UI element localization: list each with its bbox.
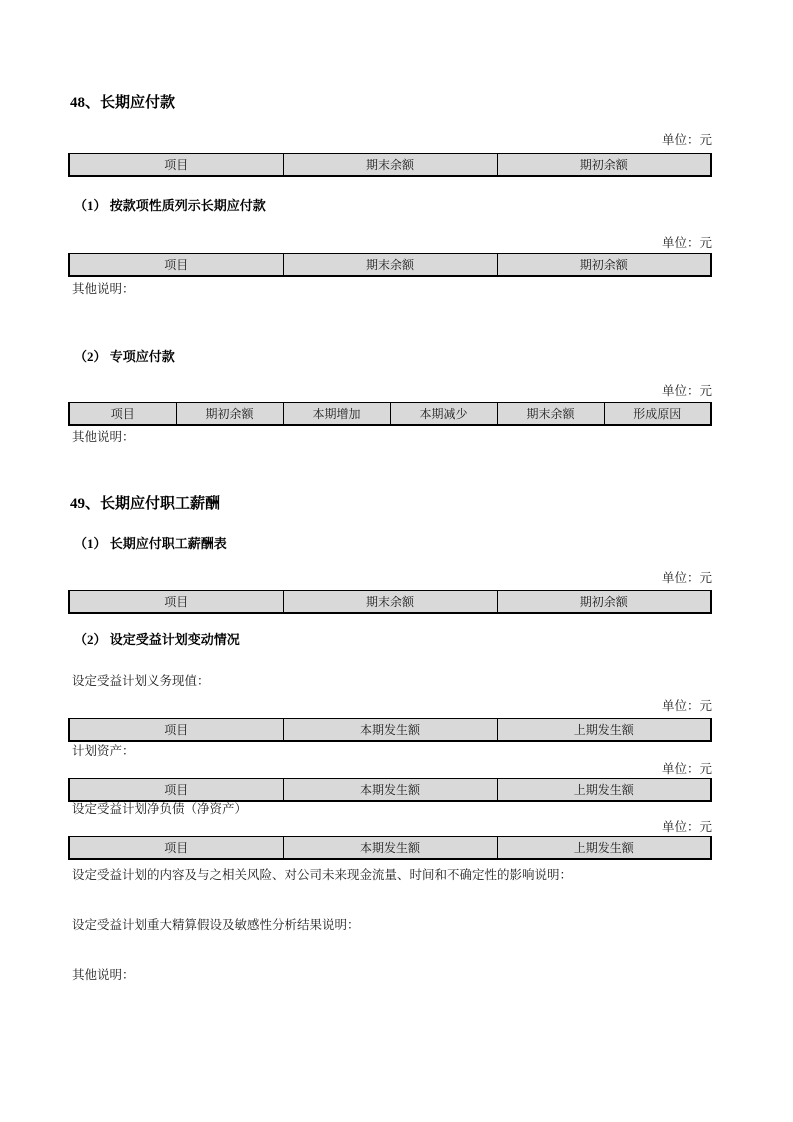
actuarial-assumption-note-label: 设定受益计划重大精算假设及敏感性分析结果说明： <box>72 918 360 932</box>
col-header-ending-balance: 期末余额 <box>283 591 497 614</box>
col-header-ending-balance: 期末余额 <box>497 403 604 426</box>
col-header-item: 项目 <box>69 719 283 742</box>
table-49-salary-payables <box>68 590 712 614</box>
table-49-net-liability <box>68 836 712 860</box>
table-header-row <box>69 154 711 177</box>
net-liability-label: 设定受益计划净负债（净资产） <box>72 802 248 816</box>
table-header-row <box>69 837 711 860</box>
section-48-title: 48、长期应付款 <box>70 95 176 111</box>
section-48-sub1-title: （1） 按款项性质列示长期应付款 <box>74 198 266 213</box>
unit-label: 单位：元 <box>661 133 712 147</box>
table-header-row <box>69 254 711 277</box>
col-header-beginning-balance: 期初余额 <box>497 254 711 277</box>
col-header-beginning-balance: 期初余额 <box>497 591 711 614</box>
unit-label: 单位：元 <box>661 236 712 250</box>
col-header-item: 项目 <box>69 254 283 277</box>
plan-assets-label: 计划资产： <box>72 744 135 758</box>
col-header-decrease: 本期减少 <box>390 403 497 426</box>
col-header-prior-period: 上期发生额 <box>497 837 711 860</box>
col-header-beginning-balance: 期初余额 <box>497 154 711 177</box>
risk-impact-note-label: 设定受益计划的内容及与之相关风险、对公司未来现金流量、时间和不确定性的影响说明： <box>72 868 573 882</box>
table-48-longterm-payables <box>68 153 712 177</box>
other-notes-label: 其他说明： <box>72 968 135 982</box>
section-49-title: 49、长期应付职工薪酬 <box>70 496 221 512</box>
table-header-row <box>69 403 711 426</box>
unit-label: 单位：元 <box>661 820 712 834</box>
col-header-current-period: 本期发生额 <box>283 779 497 802</box>
col-header-current-period: 本期发生额 <box>283 719 497 742</box>
col-header-current-period: 本期发生额 <box>283 837 497 860</box>
section-49-sub1-title: （1） 长期应付职工薪酬表 <box>74 536 227 551</box>
other-notes-label: 其他说明： <box>72 282 135 296</box>
dbo-present-value-label: 设定受益计划义务现值： <box>72 674 210 688</box>
col-header-reason: 形成原因 <box>604 403 711 426</box>
table-header-row <box>69 779 711 802</box>
unit-label: 单位：元 <box>661 699 712 713</box>
unit-label: 单位：元 <box>661 762 712 776</box>
unit-label: 单位：元 <box>661 384 712 398</box>
section-48-sub2-title: （2） 专项应付款 <box>74 349 175 364</box>
col-header-item: 项目 <box>69 779 283 802</box>
col-header-item: 项目 <box>69 154 283 177</box>
unit-label: 单位：元 <box>661 571 712 585</box>
col-header-ending-balance: 期末余额 <box>283 254 497 277</box>
col-header-beginning-balance: 期初余额 <box>176 403 283 426</box>
section-49-sub2-title: （2） 设定受益计划变动情况 <box>74 632 240 647</box>
table-48-special-payables <box>68 402 712 426</box>
other-notes-label: 其他说明： <box>72 430 135 444</box>
table-header-row <box>69 591 711 614</box>
table-49-plan-assets <box>68 778 712 802</box>
col-header-increase: 本期增加 <box>283 403 390 426</box>
table-48-by-nature <box>68 253 712 277</box>
col-header-prior-period: 上期发生额 <box>497 719 711 742</box>
col-header-prior-period: 上期发生额 <box>497 779 711 802</box>
col-header-item: 项目 <box>69 403 176 426</box>
col-header-ending-balance: 期末余额 <box>283 154 497 177</box>
col-header-item: 项目 <box>69 591 283 614</box>
col-header-item: 项目 <box>69 837 283 860</box>
table-49-dbo <box>68 718 712 742</box>
table-header-row <box>69 719 711 742</box>
